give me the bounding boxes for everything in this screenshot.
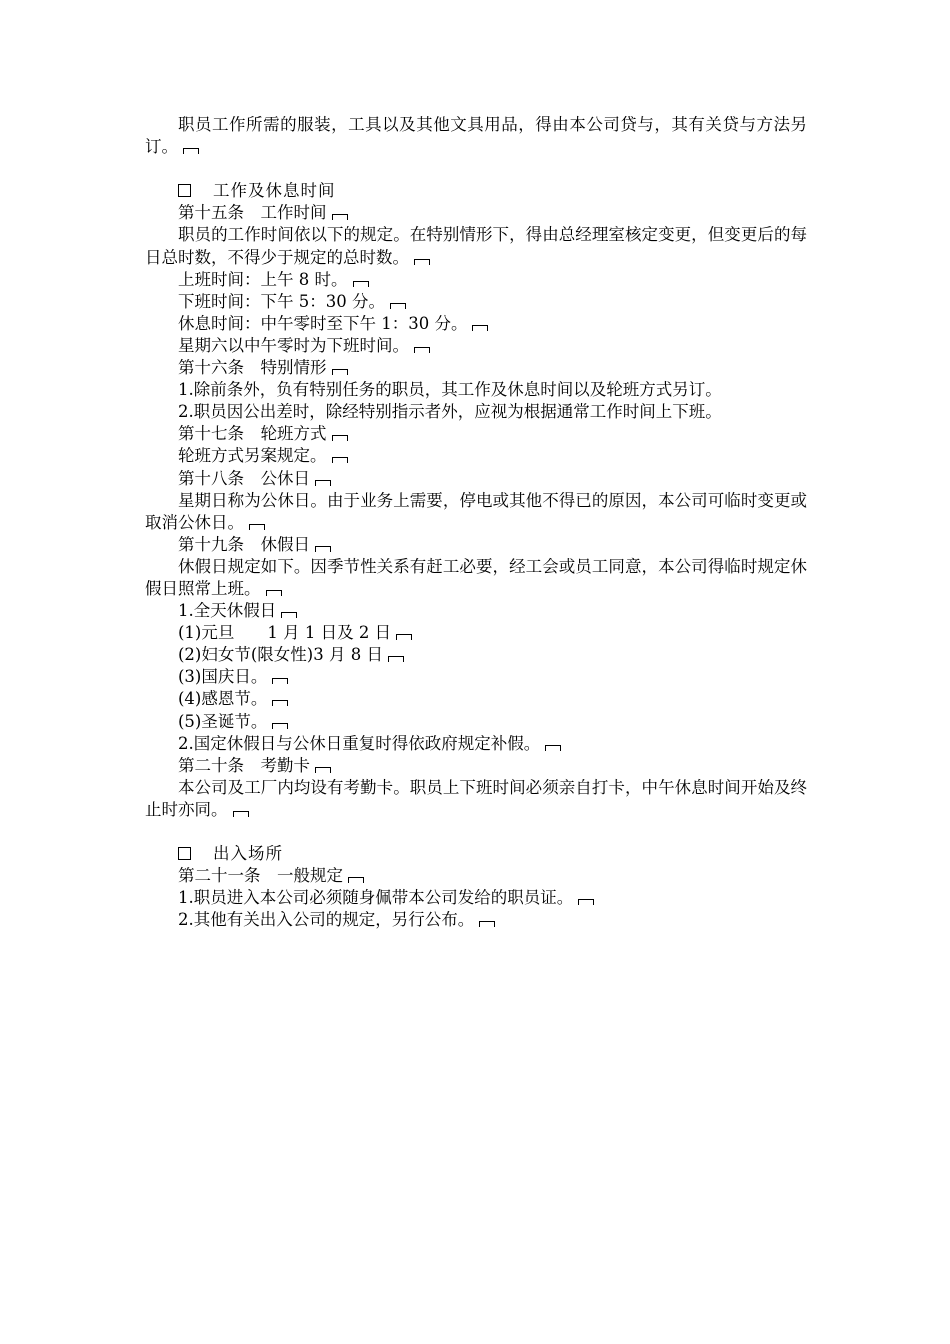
section-heading-entry-exit: 出入场所 bbox=[145, 843, 807, 865]
article-19-item-1: 1.全天休假日 bbox=[145, 600, 807, 622]
paragraph-mark-icon bbox=[545, 745, 561, 751]
article-20-body: 本公司及工厂内均设有考勤卡。职员上下班时间必须亲自打卡，中午休息时间开始及终止时亦同。 bbox=[145, 777, 807, 819]
paragraph-mark-icon bbox=[272, 700, 288, 706]
holiday-national-day: (3)国庆日。 bbox=[145, 666, 807, 688]
article-19-title: 第十九条 休假日 bbox=[145, 534, 807, 556]
article-15-end-time: 下班时间：下午 5：30 分。 bbox=[145, 291, 807, 313]
checkbox-bullet-icon bbox=[178, 184, 191, 197]
article-17-body: 轮班方式另案规定。 bbox=[145, 445, 807, 467]
paragraph-mark-icon bbox=[272, 723, 288, 729]
paragraph-mark-icon bbox=[390, 303, 406, 309]
paragraph-mark-icon bbox=[472, 325, 488, 331]
spacer bbox=[145, 821, 807, 843]
article-16-title: 第十六条 特别情形 bbox=[145, 357, 807, 379]
paragraph-mark-icon bbox=[353, 281, 369, 287]
article-21-item-2: 2.其他有关出入公司的规定，另行公布。 bbox=[145, 909, 807, 931]
spacer bbox=[145, 158, 807, 180]
article-17-title: 第十七条 轮班方式 bbox=[145, 423, 807, 445]
paragraph-mark-icon bbox=[332, 435, 348, 441]
paragraph-mark-icon bbox=[578, 899, 594, 905]
holiday-thanksgiving: (4)感恩节。 bbox=[145, 688, 807, 710]
article-19-item-2: 2.国定休假日与公休日重复时得依政府规定补假。 bbox=[145, 733, 807, 755]
article-15-title: 第十五条 工作时间 bbox=[145, 202, 807, 224]
paragraph-mark-icon bbox=[315, 767, 331, 773]
paragraph-mark-icon bbox=[414, 347, 430, 353]
paragraph-mark-icon bbox=[233, 811, 249, 817]
article-15-start-time: 上班时间：上午 8 时。 bbox=[145, 269, 807, 291]
section-heading-work-hours: 工作及休息时间 bbox=[145, 180, 807, 202]
article-18-body: 星期日称为公休日。由于业务上需要，停电或其他不得已的原因，本公司可临时变更或取消公休日。 bbox=[145, 490, 807, 532]
checkbox-bullet-icon bbox=[178, 847, 191, 860]
paragraph-mark-icon bbox=[315, 480, 331, 486]
paragraph-mark-icon bbox=[266, 590, 282, 596]
paragraph-mark-icon bbox=[414, 259, 430, 265]
article-16-item-1: 1.除前条外，负有特别任务的职员，其工作及休息时间以及轮班方式另订。 bbox=[178, 380, 722, 400]
holiday-new-year: (1)元旦 1 月 1 日及 2 日 bbox=[145, 622, 807, 644]
paragraph-mark-icon bbox=[348, 877, 364, 883]
paragraph-mark-icon bbox=[388, 656, 404, 662]
article-21-title: 第二十一条 一般规定 bbox=[145, 865, 807, 887]
paragraph-mark-icon bbox=[281, 612, 297, 618]
paragraph-mark-icon bbox=[183, 148, 199, 154]
document-body bbox=[145, 114, 807, 931]
article-21-item-1: 1.职员进入本公司必须随身佩带本公司发给的职员证。 bbox=[145, 887, 807, 909]
article-15-saturday: 星期六以中午零时为下班时间。 bbox=[145, 335, 807, 357]
article-20-title: 第二十条 考勤卡 bbox=[145, 755, 807, 777]
holiday-womens-day: (2)妇女节(限女性)3 月 8 日 bbox=[145, 644, 807, 666]
paragraph-mark-icon bbox=[315, 546, 331, 552]
article-18-title: 第十八条 公休日 bbox=[145, 468, 807, 490]
paragraph-mark-icon bbox=[332, 214, 348, 220]
paragraph-mark-icon bbox=[332, 369, 348, 375]
paragraph-mark-icon bbox=[479, 921, 495, 927]
paragraph-mark-icon bbox=[396, 634, 412, 640]
article-19-body: 休假日规定如下。因季节性关系有赶工必要，经工会或员工同意，本公司得临时规定休假日照常上班。 bbox=[145, 556, 807, 598]
holiday-christmas: (5)圣诞节。 bbox=[145, 711, 807, 733]
paragraph-mark-icon bbox=[272, 678, 288, 684]
article-16-item-2: 2.职员因公出差时，除经特别指示者外，应视为根据通常工作时间上下班。 bbox=[178, 402, 722, 422]
paragraph-mark-icon bbox=[249, 524, 265, 530]
paragraph-mark-icon bbox=[332, 457, 348, 463]
article-15-break-time: 休息时间：中午零时至下午 1：30 分。 bbox=[145, 313, 807, 335]
paragraph-equipment: 职员工作所需的服装，工具以及其他文具用品，得由本公司贷与，其有关贷与方法另订。 bbox=[145, 115, 807, 157]
article-15-body: 职员的工作时间依以下的规定。在特别情形下，得由总经理室核定变更，但变更后的每日总时数，不得少于规定的总时数。 bbox=[145, 225, 807, 267]
